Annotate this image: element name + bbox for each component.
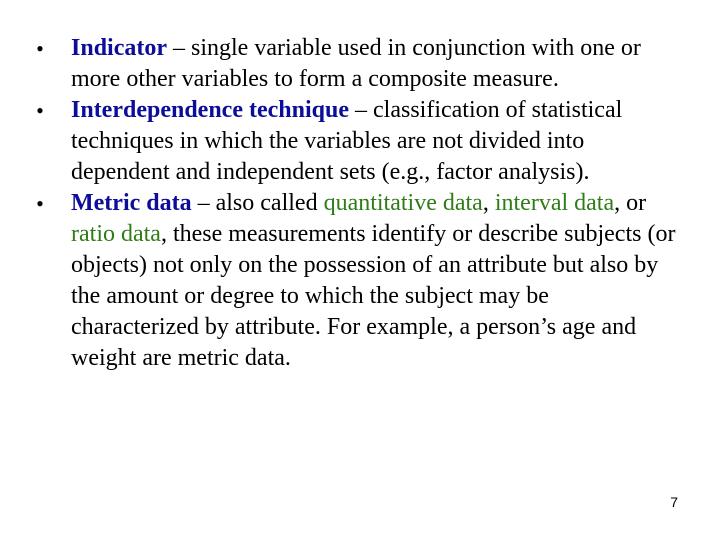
bullet-item-indicator	[30, 33, 678, 95]
bullet-item-metric-data	[30, 188, 678, 374]
term-interdependence-technique: Interdependence technique	[71, 97, 349, 123]
definition-text-part-c: , or	[614, 190, 647, 216]
term-indicator: Indicator	[71, 35, 167, 61]
bullet-list	[30, 33, 678, 374]
bullet-point-icon: •	[36, 36, 44, 61]
bullet-point-icon: •	[36, 98, 44, 123]
definition-indicator: – single variable used in conjunction with one or more other variables to form a composite measure.	[71, 35, 641, 92]
highlight-ratio-data: ratio data	[71, 221, 161, 247]
highlight-quantitative-data: quantitative data	[323, 190, 483, 216]
definition-text-part-d: , these measurements identify or describe subjects (or objects) not only on the possession of an attribute but also by the amount or degree to which the subject may be characterized by attribute. For example, a person’s age and weight are metric data.	[71, 221, 676, 371]
bullet-item-interdependence-technique	[30, 95, 678, 188]
highlight-interval-data: interval data	[494, 190, 615, 216]
definition-text-part-b: ,	[482, 190, 495, 216]
definition-interdependence-technique: – classification of statistical techniques in which the variables are not divided into dependent and independent sets (e.g., factor analysis).	[71, 97, 623, 185]
term-metric-data: Metric data	[71, 190, 192, 216]
definition-text-part-a: – also called	[191, 190, 324, 216]
bullet-point-icon: •	[36, 191, 44, 216]
page-number: 7	[670, 494, 678, 510]
